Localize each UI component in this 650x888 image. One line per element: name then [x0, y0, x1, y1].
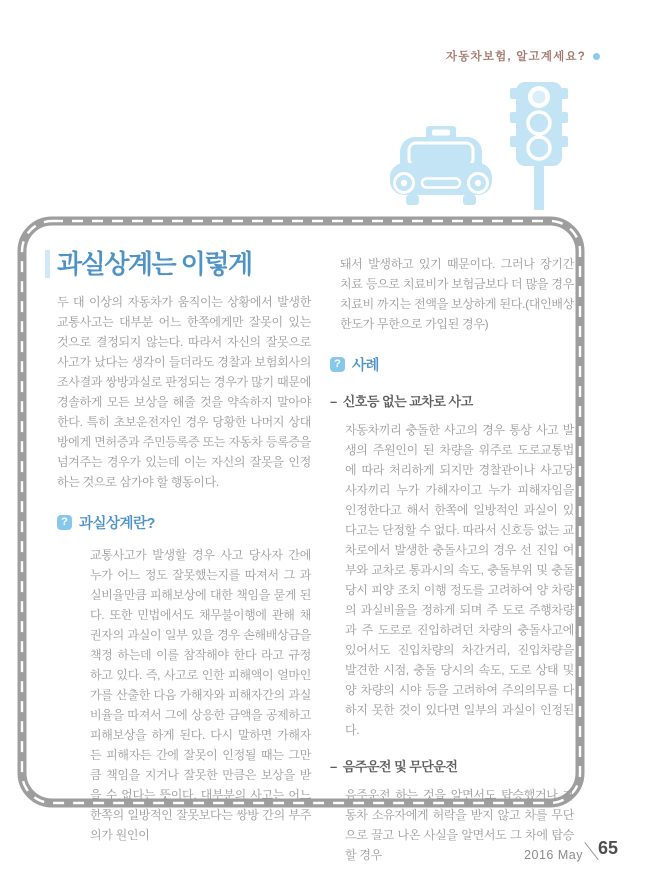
title-accent-bar: [45, 250, 50, 278]
page-footer: [524, 838, 618, 862]
section-title: 과실상계란?: [79, 516, 155, 532]
question-icon: ?: [57, 515, 72, 530]
section-body-continued: 돼서 발생하고 있기 때문이다. 그러나 장기간 치료 등으로 치료비가 보험금보다 더 많을 경우 치료비 까지는 전액을 보상하게 된다.(대인배상 한도가 무한으로 가입된 경우): [340, 257, 574, 331]
case-body: 음주운전 하는 것을 알면서도 탑승했거나 자동차 소유자에게 허락을 받지 않고 차를 무단으로 끌고 나온 사실을 알면서도 그 차에 탑승할 경우: [345, 788, 574, 862]
article-title-row: [57, 248, 311, 280]
case-body: 자동차끼리 충돌한 사고의 경우 통상 사고 발생의 주원인이 된 차량을 위주로 도로교통법에 따라 처리하게 되지만 경찰관이나 사고당사자끼리 누가 가해자이고 누가 피해자임을 인정한다고 해서 한쪽에 일방적인 과실이 있다고는 단정할 수 없다. 따라서 신호등 없는 교차로에서 발생한 충돌사고의 경우 선 진입 여부와 교차로 통과시의 속도, 충돌부위 및 충돌 당시 피양 조치 이행 정도를 고려하여 양 차량의 과실비율을 정하게 되며 주 도로 주행차량과 주 도로로 진입하려던 차량의 충돌사고에 있어서도 진입차량의 차간거리, 진입차량을 발견한 시점, 충돌 당시의 속도, 도로 상태 및 양 차량의 시야 등을 고려하여 주의의무를 다하지 못한 것이 있다면 일부의 과실이 인정된다.: [345, 423, 574, 737]
header-tagline-text: 자동차보험, 알고계세요?: [445, 51, 586, 63]
tagline-dot-icon: [593, 53, 600, 60]
question-icon: ?: [330, 357, 345, 372]
header-tagline: [446, 48, 600, 64]
case-title-drunk-driving: [330, 756, 574, 775]
page-number: 65: [597, 838, 618, 858]
case-title-text: 신호등 없는 교차로 사고: [342, 394, 473, 409]
traffic-light-icon: [504, 82, 574, 219]
case-bullet: –: [330, 759, 337, 774]
case-bullet: –: [330, 394, 337, 409]
case-title-intersection: [330, 391, 574, 410]
section-header-sarye: [330, 354, 574, 375]
section-body: 교통사고가 발생할 경우 사고 당사자 간에 누가 어느 정도 잘못했는지를 따져서 그 과실비율만큼 피해보상에 대한 책임을 묻게 된다. 또한 민법에서도 채무불이행에 관해 채권자의 과실이 일부 있을 경우 손해배상금을 책정 하는데 이를 참작해야 한다 라고 규정하고 있다. 즉, 사고로 인한 피해액이 얼마인가를 산출한 다음 가해자와 피해자간의 과실비율을 따져서 그에 상응한 금액을 공제하고 피해보상을 하게 된다. 다시 말하면 가해자든 피해자든 간에 잘못이 인정될 때는 그만큼 책임을 지거나 잘못한 만큼은 보상을 받을 수 없다는 뜻이다. 대부분의 사고는 어느 한쪽의 일방적인 잘못보다는 쌍방 간의 부주의가 원인이: [90, 548, 311, 842]
section-title: 사례: [352, 358, 380, 374]
case-title-text: 음주운전 및 무단운전: [342, 759, 458, 774]
footer-divider: [584, 842, 598, 860]
left-column: [57, 248, 311, 845]
issue-label: 2016 May: [524, 848, 583, 862]
page-title: 과실상계는 이렇게: [57, 249, 252, 279]
intro-paragraph: 두 대 이상의 자동차가 움직이는 상황에서 발생한 교통사고는 대부분 어느 한쪽에게만 잘못이 있는 것으로 결정되지 않는다. 따라서 자신의 잘못으로 사고가 났다는 생각이 들더라도 경찰과 보험회사의 조사결과 쌍방과실로 판정되는 경우가 많기 때문에 경솔하게 모든 보상을 해줄 것을 약속하지 말아야 한다. 특히 초보운전자인 경우 당황한 나머지 상대방에게 면허증과 주민등록증 또는 자동차 등록증을 넘겨주는 경우가 있는데 이는 자신의 잘못을 인정하는 것으로 삼가야 할 행동이다.: [57, 295, 311, 489]
taxi-icon: [386, 126, 496, 215]
right-column: [330, 254, 574, 865]
section-header-gwasil: [57, 512, 311, 533]
